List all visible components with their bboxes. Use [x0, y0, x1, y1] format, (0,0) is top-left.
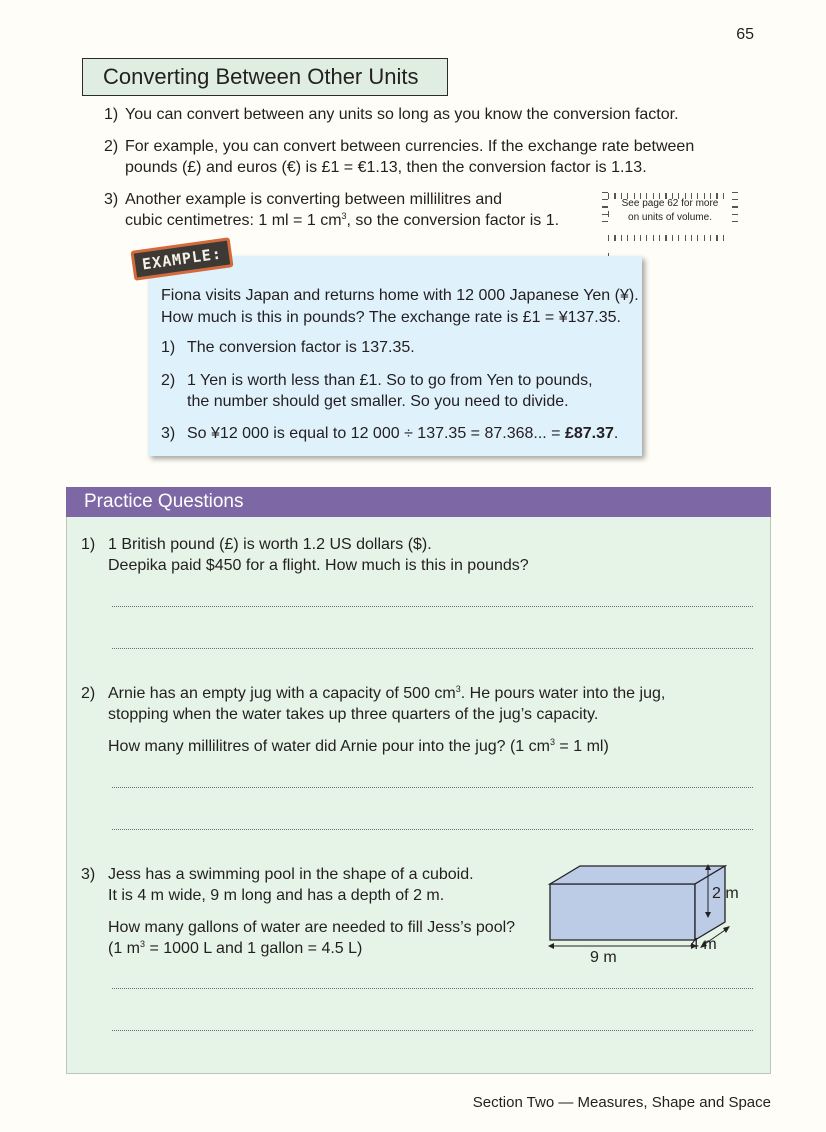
example-box: Fiona visits Japan and returns home with 12 000 Japanese Yen (¥). How much is this in pounds? The exchange rate is £1 = ¥137.35. 1) The conversion factor is 137.35. 2) 1 Yen is worth less than £1. So to go from Yen to pounds, the number should get smaller. So you need to divide. 3) So ¥12 000 is equal to 12 000 ÷ 137.35 = 87.368... = £87.37.: [148, 256, 642, 456]
side-note-text: See page 62 for more on units of volume.: [621, 198, 719, 223]
answer-line[interactable]: [112, 1030, 753, 1031]
arrowhead-icon: [723, 926, 730, 933]
point-number: 3): [104, 191, 119, 208]
footer: Section Two — Measures, Shape and Space: [472, 1094, 771, 1111]
answer-line[interactable]: [112, 829, 753, 830]
cuboid-front-face: [550, 884, 695, 940]
note-border: [608, 228, 732, 234]
arrowhead-icon: [548, 943, 554, 949]
point-text: For example, you can convert between currencies. If the exchange rate between: [125, 138, 695, 155]
point-text: You can convert between any units so long as you know the conversion factor.: [125, 106, 679, 123]
answer-line[interactable]: [112, 648, 753, 649]
width-label: 4 m: [690, 936, 717, 953]
example-tag: EXAMPLE:: [130, 237, 233, 281]
question-number: 1): [81, 536, 96, 553]
point-number: 2): [104, 138, 119, 155]
question-number: 2): [81, 685, 96, 702]
page-number: 65: [736, 26, 754, 43]
point-text: Another example is converting between millilitres and: [125, 191, 503, 208]
example-intro: Fiona visits Japan and returns home with 12 000 Japanese Yen (¥). How much is this in pounds? The exchange rate is £1 = ¥137.35.: [161, 287, 639, 326]
point-text: pounds (£) and euros (€) is £1 = €1.13, then the conversion factor is 1.13.: [125, 159, 647, 176]
depth-label: 2 m: [712, 885, 739, 902]
cuboid-diagram: [540, 860, 750, 970]
answer-line[interactable]: [112, 606, 753, 607]
point-number: 1): [104, 106, 119, 123]
answer-line[interactable]: [112, 988, 753, 989]
example-answer: £87.37: [564, 425, 614, 442]
question-number: 3): [81, 866, 96, 883]
answer-line[interactable]: [112, 787, 753, 788]
note-border: [608, 186, 732, 192]
section-title: Converting Between Other Units: [82, 58, 448, 96]
practice-header: Practice Questions: [66, 487, 771, 517]
point-text: cubic centimetres: 1 ml = 1 $cm^3$, so the conversion factor is 1.: [125, 211, 560, 229]
length-label: 9 m: [590, 949, 617, 966]
side-note: [602, 186, 738, 234]
